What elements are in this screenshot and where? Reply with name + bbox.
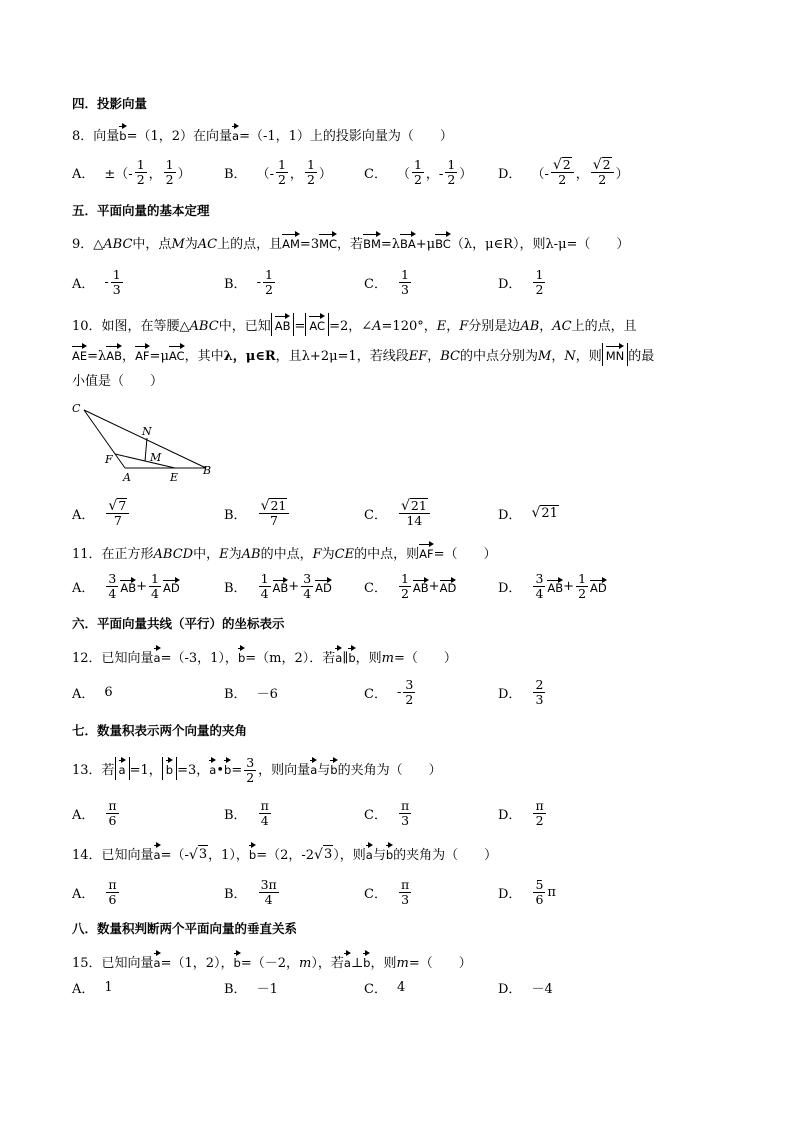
question-11-options [72,569,762,603]
option-a[interactable]: A． $\frac{\pi}{6}$ [72,797,117,828]
option-d[interactable]: D． $\frac{\pi}{2}$ [498,797,544,828]
option-b[interactable]: B． $\frac{1}{4}$ AB + $\frac{3}{4}$ AD [224,570,332,601]
vector-a: a [232,123,239,145]
section-heading-4: 四．投影向量 [72,96,148,111]
option-c[interactable]: C． $\frac{1}{2}$ AB + AD [364,570,457,601]
option-c[interactable]: C． √ 21 14 [364,496,432,530]
triangle-figure [70,400,220,484]
option-c[interactable]: C． $\frac{1}{3}$ [364,266,409,297]
option-c[interactable]: C． （ $\frac{1}{2}$ ，- $\frac{1}{2}$ ） [364,156,473,187]
question-9-stem: 9．△ABC中，点M为AC上的点，且AM=3MC，若BM=λBA+μBC（λ，μ∈R），则λ-μ=（ ） [72,231,629,254]
question-8-options [72,155,762,189]
label-M: M [150,451,162,464]
option-a[interactable]: A． 1 [72,979,113,997]
option-b[interactable]: B． （- $\frac{1}{2}$ ， $\frac{1}{2}$ ） [224,156,332,187]
option-d[interactable]: D． －4 [498,981,553,997]
option-c[interactable]: C． $\frac{\pi}{3}$ [364,797,410,828]
section-heading-8: 八．数量积判断两个平面向量的垂直关系 [72,921,298,936]
question-8-stem: 8．向量b=（1，2）在向量a=（-1，1）上的投影向量为（ ） [72,123,453,146]
option-d[interactable]: D． $\frac{5}{6}$ π [498,876,556,907]
label-E: E [170,471,179,484]
question-12-options [72,675,762,709]
option-b[interactable]: B． - $\frac{1}{2}$ [224,266,273,297]
option-c[interactable]: C． 4 [364,979,406,997]
label-B: B [203,464,212,477]
question-13-stem: 13．若 a =1， b =3，a•b= $\frac{3}{2}$ ，则向量a与b的夹角为（ ） [72,755,442,785]
option-d[interactable]: D． $\frac{1}{2}$ [498,266,544,297]
segment-NM [145,438,147,461]
option-a[interactable]: A． √ 7 7 [72,496,131,530]
question-9-options [72,265,762,299]
option-a[interactable]: A． 6 [72,684,113,702]
label-A: A [123,471,131,484]
option-a[interactable]: A． $\frac{3}{4}$ AB + $\frac{1}{4}$ AD [72,570,180,601]
question-10-line-3: 小值是（ ） [72,374,164,389]
option-d[interactable]: D． √ 21 [498,505,558,523]
vector-b: b [119,123,126,145]
option-a[interactable]: A． ±（- $\frac{1}{2}$ ， $\frac{1}{2}$ ） [72,156,191,187]
option-a[interactable]: A． - $\frac{1}{3}$ [72,266,121,297]
option-b[interactable]: B． －6 [224,686,278,702]
label-N: N [142,425,152,438]
option-c[interactable]: C． - $\frac{3}{2}$ [364,676,414,707]
option-b[interactable]: B． $\frac{\pi}{4}$ [224,797,269,828]
question-12-stem: 12．已知向量a=（-3，1），b=（m，2）．若a∥b，则m=（ ） [72,645,457,668]
option-d[interactable]: D． $\frac{3}{4}$ AB + $\frac{1}{2}$ AD [498,570,607,601]
section-heading-5: 五．平面向量的基本定理 [72,203,210,218]
section-heading-6: 六．平面向量共线（平行）的坐标表示 [72,616,285,631]
option-d[interactable]: D． （- √ 2 2 ， √ 2 2 ） [498,157,629,187]
label-C: C [72,402,81,415]
question-10-options [72,496,762,530]
label-F: F [105,453,113,466]
question-14-options [72,875,762,909]
question-14-stem: 14．已知向量a=（- √ 3 ，1），b=（2，-2 √ 3 ），则a与b的夹角为（ ） [72,842,497,865]
option-a[interactable]: A． $\frac{\pi}{6}$ [72,876,117,907]
option-b[interactable]: B． $\frac{3\pi}{4}$ [224,876,277,907]
option-b[interactable]: B． －1 [224,981,278,997]
question-15-stem: 15．已知向量a=（1，2），b=（－2，m），若a⊥b，则m=（ ） [72,950,472,973]
question-10-line-1: 10．如图，在等腰△ABC中，已知 AB = AC =2，∠A=120°，E，F分别是边AB，AC上的点，且 [72,313,637,336]
section-heading-7: 七．数量积表示两个向量的夹角 [72,723,248,738]
question-11-stem: 11．在正方形ABCD中，E为AB的中点，F为CE的中点，则AF=（ ） [72,541,497,564]
option-d[interactable]: D． $\frac{2}{3}$ [498,676,544,707]
question-13-options [72,796,762,830]
question-15-options [72,970,762,1004]
option-c[interactable]: C． $\frac{\pi}{3}$ [364,876,410,907]
question-10-line-2: AE=λAB，AF=μAC，其中λ，μ∈R，且λ+2μ=1，若线段EF，BC的中点分别为M，N，则 MN 的最 [72,343,654,366]
option-b[interactable]: B． √ 21 7 [224,496,291,530]
